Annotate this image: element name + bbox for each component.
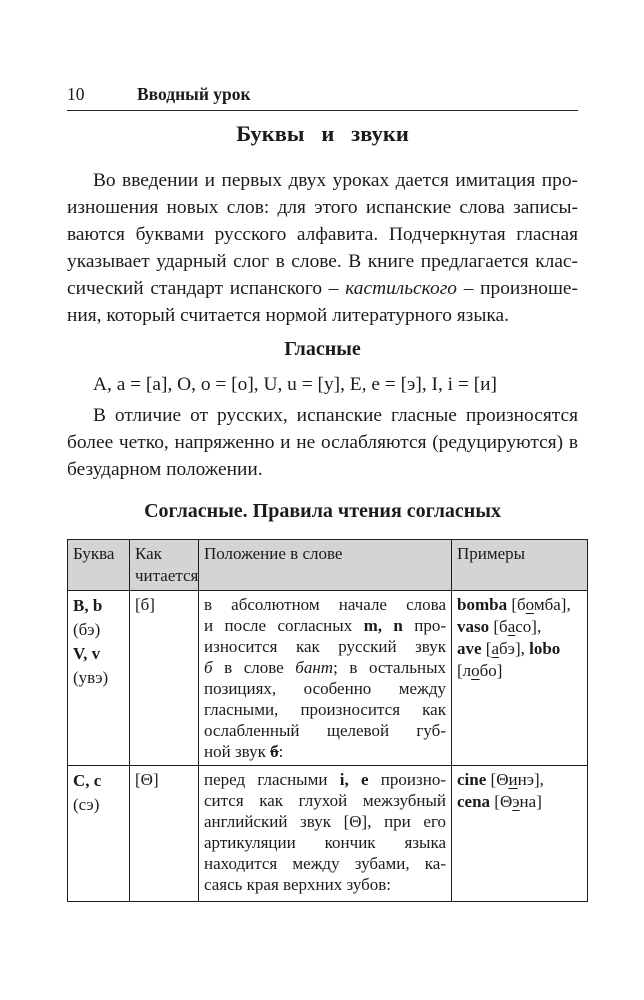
header-rule xyxy=(67,110,578,111)
text-line: английский звук [Θ], при его xyxy=(204,812,446,831)
col-header-examples: Примеры xyxy=(452,540,588,591)
text-line: В отличие от русских, испанские гласные произносятся xyxy=(93,405,578,426)
table-row-c xyxy=(68,766,588,902)
table-header-row xyxy=(68,540,588,591)
vowels-heading: Гласные xyxy=(284,338,361,360)
text-line: безударном положении. xyxy=(67,459,263,480)
table-row-b-v xyxy=(68,591,588,766)
text-line: [б] xyxy=(135,595,155,614)
text-line: [лобо] xyxy=(457,661,503,680)
text-line: V, v xyxy=(73,644,101,663)
cell-examples-bv xyxy=(452,591,588,766)
cell-position-c xyxy=(199,766,452,902)
cell-letter-c xyxy=(68,766,130,902)
text-line: указывает ударный слог в слове. В книге предлагается клас- xyxy=(67,251,578,272)
vowels-formula: A, a = [а], O, o = [о], U, u = [у], E, e = [э], I, i = [и] xyxy=(93,374,497,395)
text-line: ave [абэ], lobo xyxy=(457,639,561,658)
page-number: 10 xyxy=(67,84,85,104)
cell-examples-c xyxy=(452,766,588,902)
text-line: износится как русский звук xyxy=(204,637,446,656)
text-line: ния, который считается нормой литературного языка. xyxy=(67,305,509,326)
text-line: ваются буквами русского алфавита. Подчеркнутая гласная xyxy=(67,224,578,245)
text-line: ослабленный щелевой губ- xyxy=(204,721,446,740)
text-line: (бэ) xyxy=(73,620,101,639)
text-line: cena [Θэна] xyxy=(457,792,542,811)
text-line: артикуляции кончик языка xyxy=(204,833,446,852)
text-line: изношения новых слов: для этого испанские слова записы- xyxy=(67,197,578,218)
text-line: bomba [бомба], xyxy=(457,595,571,614)
text-line: саясь края верхних зубов: xyxy=(204,875,391,894)
intro-paragraph xyxy=(67,167,578,329)
text-line: б в слове бант; в остальных xyxy=(204,658,446,677)
text-line: B, b xyxy=(73,596,103,615)
consonants-table xyxy=(67,539,588,902)
text-line: (сэ) xyxy=(73,795,100,814)
page-title: Буквы и звуки xyxy=(236,121,409,146)
cell-reading-bv xyxy=(130,591,199,766)
text-line: и после согласных m, n про- xyxy=(204,616,446,635)
text-line: Во введении и первых двух уроках дается имитация про- xyxy=(93,170,578,191)
col-header-letter: Буква xyxy=(68,540,130,591)
text-line: перед гласными i, e произно- xyxy=(204,770,446,789)
cell-letter-bv xyxy=(68,591,130,766)
text-line: vaso [басо], xyxy=(457,617,542,636)
text-line: сический стандарт испанского – кастильского – произноше- xyxy=(67,278,578,299)
text-line: cine [Θинэ], xyxy=(457,770,544,789)
text-line: гласными, произносится как xyxy=(204,700,446,719)
col-header-position: Положение в слове xyxy=(199,540,452,591)
cell-position-bv xyxy=(199,591,452,766)
col-header-reading: Как читается xyxy=(130,540,199,591)
text-line: ной звук б: xyxy=(204,742,284,761)
text-line: сится как глухой межзубный xyxy=(204,791,446,810)
text-line: позициях, особенно между xyxy=(204,679,446,698)
text-line: находится между зубами, ка- xyxy=(204,854,446,873)
text-line: более четко, напряженно и не ослабляются (редуцируются) в xyxy=(67,432,578,453)
text-line: в абсолютном начале слова xyxy=(204,595,446,614)
text-line: (увэ) xyxy=(73,668,109,687)
cell-reading-c xyxy=(130,766,199,902)
text-line: C, c xyxy=(73,771,102,790)
running-title: Вводный урок xyxy=(137,84,251,104)
text-line: [Θ] xyxy=(135,770,159,789)
consonants-heading: Согласные. Правила чтения согласных xyxy=(144,500,501,522)
vowels-paragraph xyxy=(67,402,578,483)
